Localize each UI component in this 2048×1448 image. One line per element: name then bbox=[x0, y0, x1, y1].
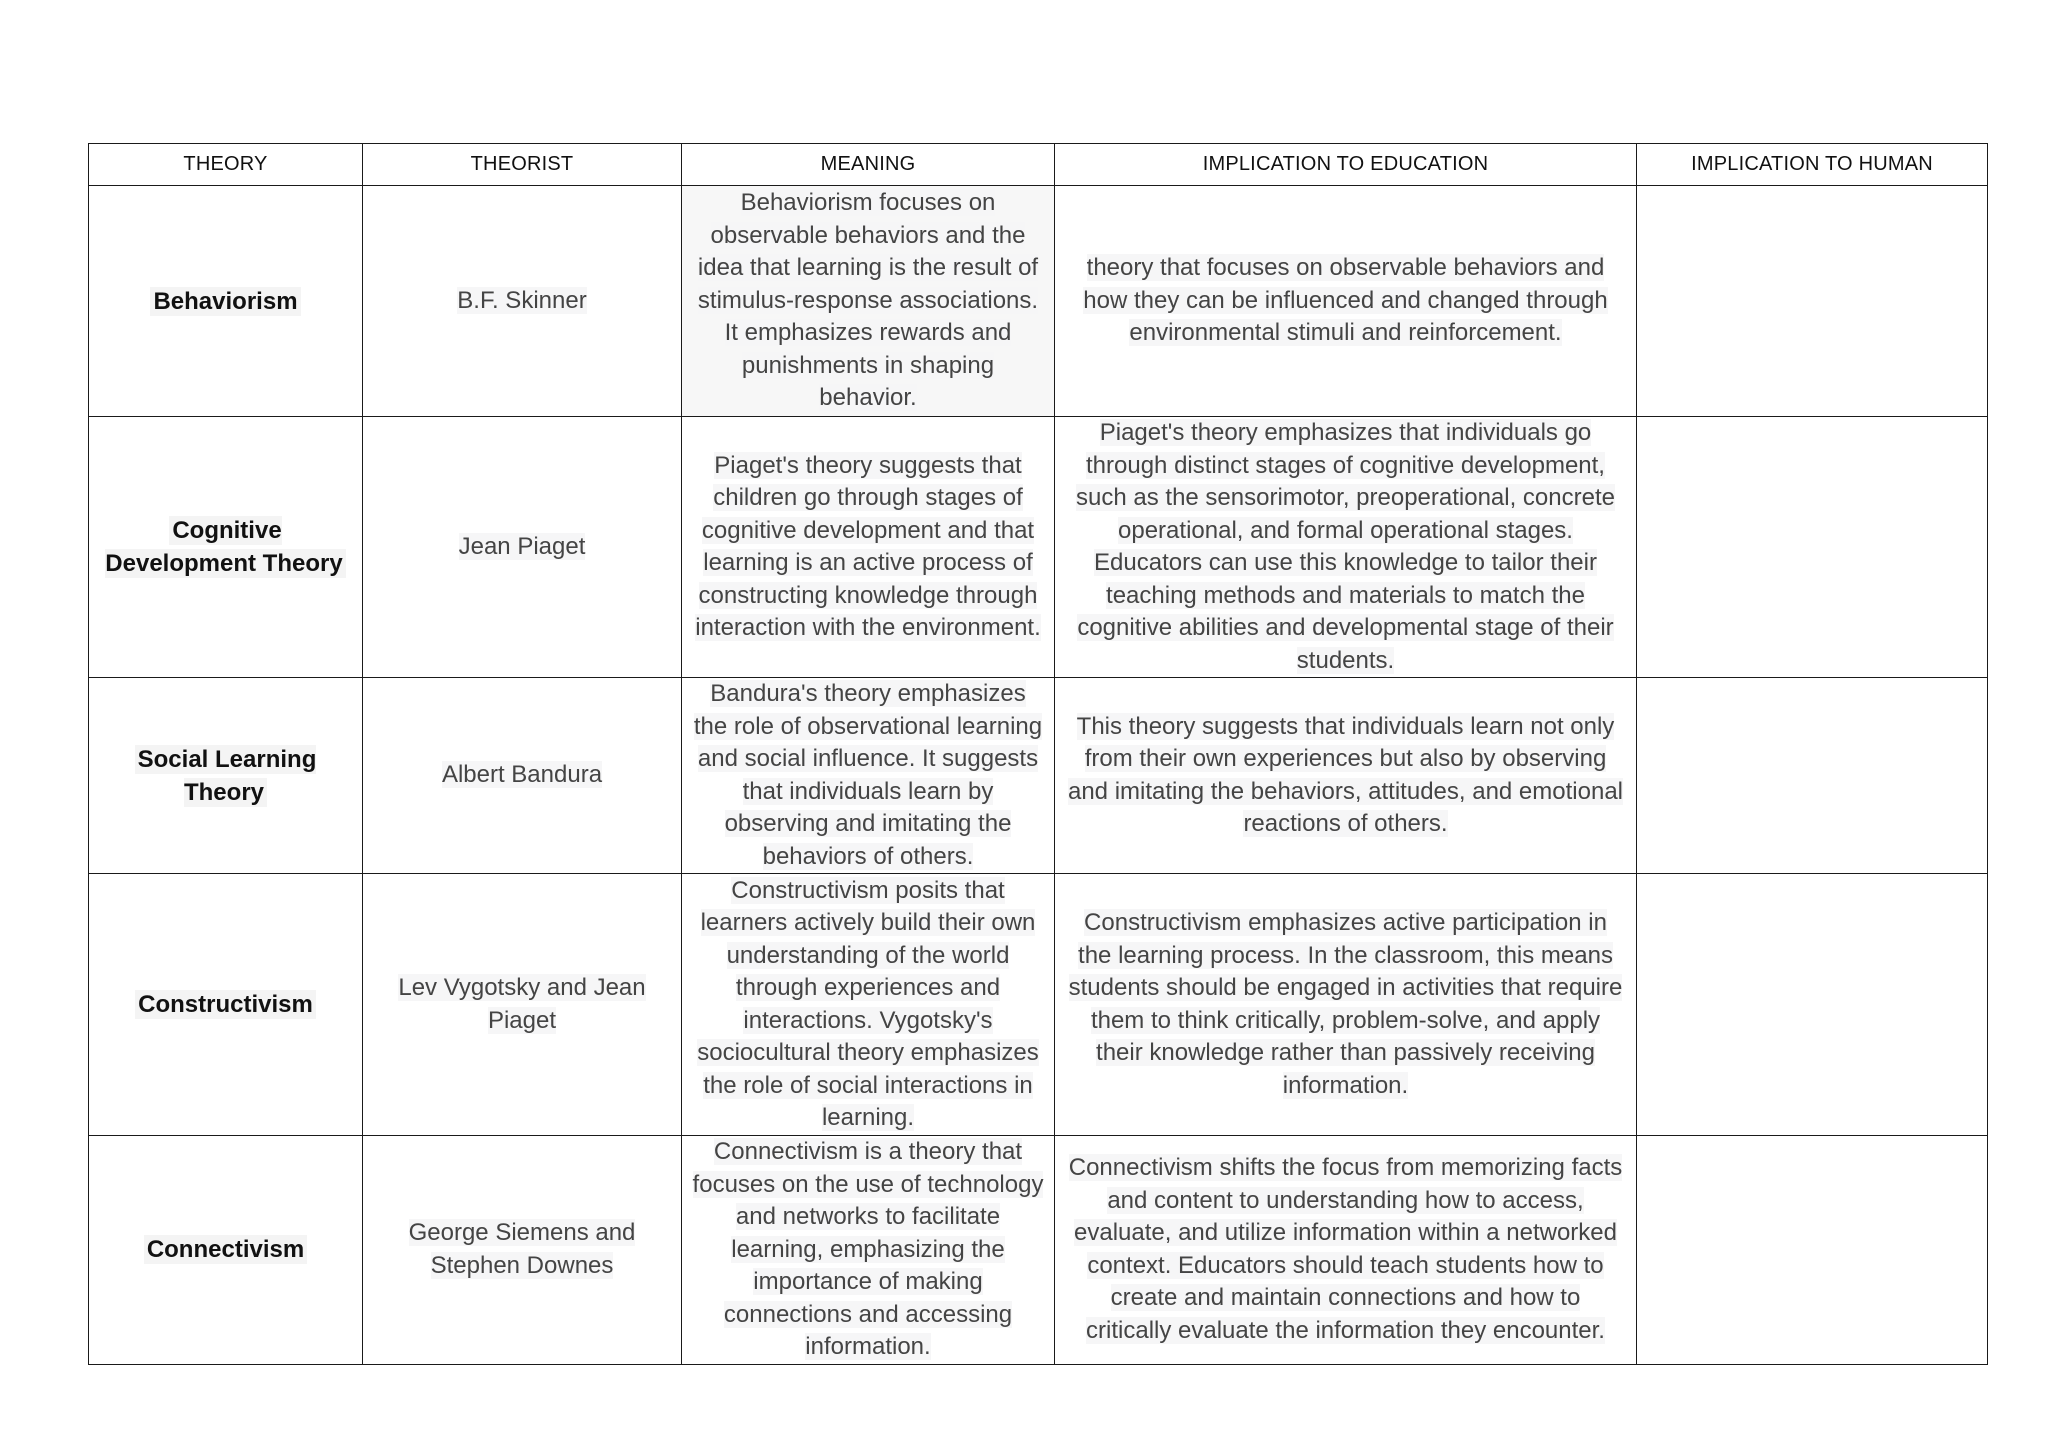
meaning-cell bbox=[682, 417, 1055, 678]
theory-cell bbox=[89, 678, 363, 874]
learning-theories-table bbox=[88, 143, 1988, 1365]
meaning-cell bbox=[682, 874, 1055, 1136]
theory-cell bbox=[89, 1136, 363, 1365]
header-implication-education: IMPLICATION TO EDUCATION bbox=[1055, 144, 1637, 186]
implication-human-cell bbox=[1637, 874, 1988, 1136]
theorist-name: Albert Bandura bbox=[441, 761, 603, 789]
theory-cell bbox=[89, 186, 363, 417]
table-row bbox=[89, 678, 1988, 874]
implication-human-cell bbox=[1637, 417, 1988, 678]
theorist-cell bbox=[363, 186, 682, 417]
implication-human-cell bbox=[1637, 1136, 1988, 1365]
table-row bbox=[89, 417, 1988, 678]
meaning-text: Piaget's theory suggests that children go through stages of cognitive development and that learning is an active process of constructing knowledge through interaction with the environment. bbox=[695, 451, 1041, 641]
theorist-name: George Siemens and Stephen Downes bbox=[408, 1219, 636, 1279]
theorist-cell bbox=[363, 417, 682, 678]
implication-education-text: Connectivism shifts the focus from memorizing facts and content to understanding how to access, evaluate, and utilize information within a networked context. Educators should teach students how to create and maintain connections and how to critically evaluate the information they encounter. bbox=[1068, 1154, 1623, 1344]
theorist-cell bbox=[363, 678, 682, 874]
implication-education-text: Piaget's theory emphasizes that individuals go through distinct stages of cognitive development, such as the sensorimotor, preoperational, concrete operational, and formal operational stages. Educators can use this knowledge to tailor their teaching methods and materials to match the cognitive abilities and developmental stage of their students. bbox=[1076, 419, 1615, 674]
implication-human-cell bbox=[1637, 678, 1988, 874]
implication-education-cell bbox=[1055, 874, 1637, 1136]
theorist-name: Jean Piaget bbox=[458, 532, 586, 560]
meaning-text: Connectivism is a theory that focuses on the use of technology and networks to facilitate learning, emphasizing the importance of making connections and accessing information. bbox=[692, 1138, 1044, 1360]
meaning-text: Bandura's theory emphasizes the role of observational learning and social influence. It suggests that individuals learn by observing and imitating the behaviors of others. bbox=[693, 680, 1043, 870]
table-row bbox=[89, 186, 1988, 417]
meaning-cell bbox=[682, 1136, 1055, 1365]
meaning-cell bbox=[682, 678, 1055, 874]
implication-education-cell bbox=[1055, 1136, 1637, 1365]
theory-cell bbox=[89, 874, 363, 1136]
implication-education-text: theory that focuses on observable behaviors and how they can be influenced and changed through environmental stimuli and reinforcement. bbox=[1083, 254, 1608, 347]
meaning-text: Behaviorism focuses on observable behaviors and the idea that learning is the result of stimulus-response associations. It emphasizes rewards and punishments in shaping behavior. bbox=[697, 189, 1039, 412]
theorist-cell bbox=[363, 1136, 682, 1365]
theory-name: Social Learning Theory bbox=[135, 745, 317, 807]
implication-human-cell bbox=[1637, 186, 1988, 417]
theory-name: Behaviorism bbox=[150, 287, 300, 316]
implication-education-cell bbox=[1055, 186, 1637, 417]
meaning-text: Constructivism posits that learners actively build their own understanding of the world through experiences and interactions. Vygotsky's sociocultural theory emphasizes the role of social interactions in learning. bbox=[697, 876, 1039, 1131]
meaning-cell bbox=[682, 186, 1055, 417]
theory-name: Connectivism bbox=[144, 1235, 307, 1264]
header-theorist: THEORIST bbox=[363, 144, 682, 186]
table-header-row bbox=[89, 144, 1988, 186]
table-row bbox=[89, 1136, 1988, 1365]
theory-name: Constructivism bbox=[135, 990, 316, 1019]
implication-education-text: Constructivism emphasizes active participation in the learning process. In the classroom, this means students should be engaged in activities that require them to think critically, problem-solve, and apply their knowledge rather than passively receiving information. bbox=[1068, 909, 1623, 1099]
theory-cell bbox=[89, 417, 363, 678]
theorist-name: Lev Vygotsky and Jean Piaget bbox=[398, 974, 646, 1034]
header-meaning: MEANING bbox=[682, 144, 1055, 186]
theory-name: Cognitive Development Theory bbox=[105, 516, 345, 578]
theorist-cell bbox=[363, 874, 682, 1136]
header-theory: THEORY bbox=[89, 144, 363, 186]
table-row bbox=[89, 874, 1988, 1136]
implication-education-cell bbox=[1055, 417, 1637, 678]
header-implication-human: IMPLICATION TO HUMAN bbox=[1637, 144, 1988, 186]
implication-education-cell bbox=[1055, 678, 1637, 874]
theorist-name: B.F. Skinner bbox=[457, 286, 587, 314]
implication-education-text: This theory suggests that individuals learn not only from their own experiences but also by observing and imitating the behaviors, attitudes, and emotional reactions of others. bbox=[1067, 712, 1623, 837]
